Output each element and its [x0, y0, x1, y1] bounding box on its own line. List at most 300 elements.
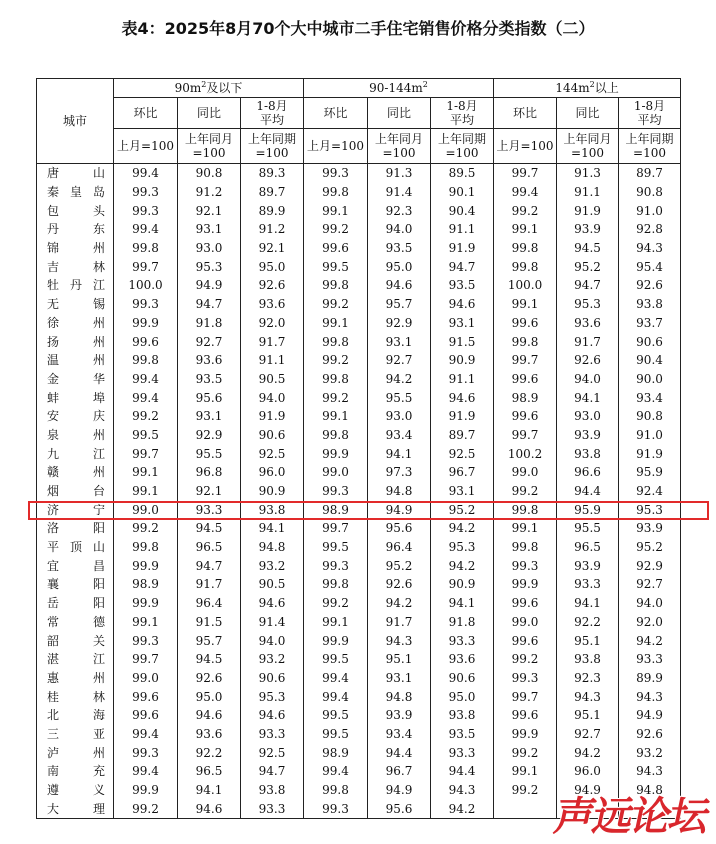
index-cell: 94.6	[368, 276, 431, 295]
table-row	[37, 556, 681, 575]
index-cell: 94.5	[178, 519, 241, 538]
index-cell: 91.1	[431, 370, 494, 389]
city-name: 大理	[37, 799, 114, 818]
index-cell	[494, 799, 557, 818]
city-name: 泉州	[37, 426, 114, 445]
index-cell: 95.0	[178, 687, 241, 706]
index-cell: 94.3	[619, 762, 681, 781]
index-cell: 95.0	[431, 687, 494, 706]
index-cell: 94.1	[241, 519, 304, 538]
index-cell: 91.1	[557, 183, 619, 202]
index-cell: 99.6	[114, 687, 178, 706]
index-cell: 93.2	[619, 743, 681, 762]
city-name: 锦州	[37, 239, 114, 258]
base-label: 上年同月 =100	[178, 129, 241, 164]
index-cell: 90.6	[241, 426, 304, 445]
index-cell: 94.3	[368, 631, 431, 650]
group-header-medium: $90-144m^2$	[304, 79, 494, 98]
index-cell: 92.1	[178, 201, 241, 220]
index-cell: 90.4	[619, 351, 681, 370]
index-cell: 99.7	[494, 687, 557, 706]
index-cell: 95.2	[368, 556, 431, 575]
index-cell: 96.8	[178, 463, 241, 482]
index-cell: 93.7	[619, 314, 681, 333]
base-label: 上年同期 =100	[619, 129, 681, 164]
index-cell: 96.7	[368, 762, 431, 781]
index-cell: 90.9	[431, 575, 494, 594]
index-cell: 99.5	[304, 538, 368, 557]
table-row	[37, 706, 681, 725]
index-cell: 94.6	[431, 388, 494, 407]
index-cell: 94.2	[431, 799, 494, 818]
index-cell: 95.6	[178, 388, 241, 407]
city-name: 韶关	[37, 631, 114, 650]
subheader-yoy: 同比	[557, 98, 619, 129]
index-cell: 99.4	[494, 183, 557, 202]
index-cell: 99.8	[494, 239, 557, 258]
index-cell: 94.1	[431, 594, 494, 613]
index-cell: 96.0	[241, 463, 304, 482]
index-cell: 99.1	[304, 201, 368, 220]
watermark-logo: 声远论坛	[550, 794, 713, 840]
index-cell: 94.1	[557, 594, 619, 613]
subheader-mom: 环比	[114, 98, 178, 129]
index-cell: 90.8	[178, 164, 241, 183]
index-cell: 92.1	[178, 482, 241, 501]
index-cell: 95.6	[368, 519, 431, 538]
base-label: 上月=100	[114, 129, 178, 164]
index-cell: 99.9	[494, 575, 557, 594]
index-cell: 92.9	[368, 314, 431, 333]
index-cell: 94.7	[241, 762, 304, 781]
index-cell: 93.9	[557, 556, 619, 575]
subheader-mom: 环比	[304, 98, 368, 129]
index-cell: 99.7	[494, 351, 557, 370]
city-name: 温州	[37, 351, 114, 370]
index-cell: 89.7	[619, 164, 681, 183]
city-name: 惠州	[37, 669, 114, 688]
index-cell: 93.1	[431, 482, 494, 501]
city-name: 秦皇岛	[37, 183, 114, 202]
index-cell: 92.9	[178, 426, 241, 445]
index-cell: 92.9	[619, 556, 681, 575]
index-cell: 99.7	[494, 426, 557, 445]
index-cell: 96.5	[557, 538, 619, 557]
subheader-avg: 1-8月 平均	[619, 98, 681, 129]
table-row	[37, 743, 681, 762]
subheader-avg: 1-8月 平均	[431, 98, 494, 129]
index-cell: 99.6	[494, 407, 557, 426]
index-cell: 98.9	[304, 743, 368, 762]
index-cell: 94.3	[431, 781, 494, 800]
index-cell: 95.0	[241, 257, 304, 276]
table-row	[37, 613, 681, 632]
table-row	[37, 426, 681, 445]
index-cell: 100.2	[494, 444, 557, 463]
city-name: 三亚	[37, 725, 114, 744]
index-cell: 93.3	[619, 650, 681, 669]
index-cell: 99.7	[304, 519, 368, 538]
index-cell: 98.9	[114, 575, 178, 594]
index-cell: 99.2	[494, 781, 557, 800]
index-cell: 99.9	[114, 781, 178, 800]
index-cell: 93.8	[241, 781, 304, 800]
index-cell: 99.8	[304, 781, 368, 800]
index-cell: 91.5	[431, 332, 494, 351]
index-cell: 92.6	[241, 276, 304, 295]
city-name: 扬州	[37, 332, 114, 351]
index-cell: 91.0	[619, 201, 681, 220]
index-cell: 99.4	[114, 370, 178, 389]
city-name: 岳阳	[37, 594, 114, 613]
table-row	[37, 650, 681, 669]
index-cell: 99.8	[114, 351, 178, 370]
index-cell: 93.2	[241, 556, 304, 575]
base-label: 上月=100	[494, 129, 557, 164]
index-cell: 95.9	[619, 463, 681, 482]
index-cell: 99.1	[494, 220, 557, 239]
index-cell: 92.6	[619, 725, 681, 744]
index-cell: 92.7	[557, 725, 619, 744]
index-cell: 99.3	[114, 183, 178, 202]
city-name: 遵义	[37, 781, 114, 800]
index-cell: 93.4	[368, 426, 431, 445]
index-cell: 94.9	[619, 706, 681, 725]
city-name: 徐州	[37, 314, 114, 333]
index-cell: 94.7	[557, 276, 619, 295]
index-cell: 94.0	[368, 220, 431, 239]
table-row	[37, 519, 681, 538]
group-header-small: $90m^2$及以下	[114, 79, 304, 98]
city-name: 宜昌	[37, 556, 114, 575]
index-cell: 94.7	[178, 556, 241, 575]
index-cell: 94.2	[557, 743, 619, 762]
index-cell: 99.4	[304, 687, 368, 706]
index-cell: 91.9	[557, 201, 619, 220]
city-name: 烟台	[37, 482, 114, 501]
index-cell: 99.4	[114, 725, 178, 744]
city-header: 城市	[37, 79, 114, 164]
city-name: 湛江	[37, 650, 114, 669]
index-cell: 99.0	[304, 463, 368, 482]
index-cell: 94.9	[368, 781, 431, 800]
index-cell: 99.3	[114, 631, 178, 650]
index-cell: 91.9	[431, 407, 494, 426]
index-cell: 99.8	[304, 426, 368, 445]
index-cell: 99.8	[304, 276, 368, 295]
base-label: 上年同期 =100	[241, 129, 304, 164]
index-cell: 94.2	[431, 556, 494, 575]
index-cell: 92.5	[241, 743, 304, 762]
index-cell: 99.3	[114, 295, 178, 314]
index-cell: 93.3	[178, 500, 241, 519]
index-cell: 90.4	[431, 201, 494, 220]
index-cell: 99.6	[494, 370, 557, 389]
table-row	[37, 725, 681, 744]
city-name: 济宁	[37, 500, 114, 519]
table-row	[37, 538, 681, 557]
index-cell: 99.3	[304, 799, 368, 818]
index-cell: 93.5	[431, 276, 494, 295]
index-cell: 94.1	[178, 781, 241, 800]
index-cell: 94.6	[178, 799, 241, 818]
index-cell: 99.7	[114, 257, 178, 276]
index-cell: 98.9	[304, 500, 368, 519]
index-cell: 90.6	[619, 332, 681, 351]
index-cell: 93.4	[619, 388, 681, 407]
table-row	[37, 351, 681, 370]
table-row	[37, 575, 681, 594]
table-title: 表4：2025年8月70个大中城市二手住宅销售价格分类指数（二）	[121, 19, 595, 38]
city-name: 金华	[37, 370, 114, 389]
index-cell: 93.0	[178, 239, 241, 258]
index-cell: 91.8	[178, 314, 241, 333]
index-cell: 99.3	[304, 164, 368, 183]
table-row	[37, 762, 681, 781]
index-cell: 95.5	[368, 388, 431, 407]
city-name: 南充	[37, 762, 114, 781]
index-cell: 92.6	[557, 351, 619, 370]
index-cell: 93.8	[557, 444, 619, 463]
index-cell: 91.9	[619, 444, 681, 463]
index-cell: 99.3	[494, 556, 557, 575]
index-cell: 99.1	[494, 762, 557, 781]
index-cell: 92.7	[619, 575, 681, 594]
index-cell: 99.8	[494, 332, 557, 351]
index-cell: 90.1	[431, 183, 494, 202]
index-cell: 94.8	[619, 781, 681, 800]
subheader-yoy: 同比	[178, 98, 241, 129]
index-cell: 93.6	[431, 650, 494, 669]
index-cell: 91.7	[368, 613, 431, 632]
index-cell: 91.7	[178, 575, 241, 594]
index-cell: 92.8	[619, 220, 681, 239]
index-cell: 95.1	[557, 631, 619, 650]
index-cell: 99.3	[304, 556, 368, 575]
index-cell: 96.4	[368, 538, 431, 557]
index-cell: 91.4	[368, 183, 431, 202]
index-cell: 99.6	[494, 314, 557, 333]
table-row	[37, 669, 681, 688]
table-row	[37, 332, 681, 351]
index-cell: 99.3	[494, 669, 557, 688]
subheader-yoy: 同比	[368, 98, 431, 129]
table-row	[37, 370, 681, 389]
index-cell: 92.2	[557, 613, 619, 632]
index-cell: 99.1	[304, 613, 368, 632]
index-cell: 95.0	[368, 257, 431, 276]
index-cell: 95.3	[619, 500, 681, 519]
index-cell: 93.3	[241, 799, 304, 818]
index-cell: 94.4	[368, 743, 431, 762]
index-cell: 99.4	[114, 762, 178, 781]
index-cell: 99.5	[304, 725, 368, 744]
index-cell: 95.1	[557, 706, 619, 725]
index-cell: 99.5	[304, 650, 368, 669]
index-cell: 95.1	[368, 650, 431, 669]
city-name: 牡丹江	[37, 276, 114, 295]
index-cell: 93.3	[431, 631, 494, 650]
index-cell: 94.2	[368, 370, 431, 389]
index-cell: 95.3	[178, 257, 241, 276]
index-cell: 99.4	[304, 762, 368, 781]
index-cell: 99.0	[114, 500, 178, 519]
index-cell: 91.1	[431, 220, 494, 239]
index-cell: 94.2	[431, 519, 494, 538]
index-cell: 96.5	[178, 762, 241, 781]
table-row	[37, 201, 681, 220]
index-cell: 94.6	[431, 295, 494, 314]
base-label: 上年同期 =100	[431, 129, 494, 164]
index-cell: 90.0	[619, 370, 681, 389]
index-cell: 94.0	[619, 594, 681, 613]
index-cell: 99.6	[304, 239, 368, 258]
index-cell: 93.8	[431, 706, 494, 725]
index-cell: 91.5	[178, 613, 241, 632]
index-cell: 99.2	[304, 594, 368, 613]
index-cell: 91.7	[557, 332, 619, 351]
index-cell: 94.8	[368, 482, 431, 501]
index-cell: 93.1	[178, 220, 241, 239]
index-cell: 94.0	[241, 631, 304, 650]
city-name: 蚌埠	[37, 388, 114, 407]
index-cell: 93.0	[368, 407, 431, 426]
index-cell: 99.1	[114, 482, 178, 501]
index-cell: 96.4	[178, 594, 241, 613]
index-cell: 99.2	[114, 407, 178, 426]
index-cell: 94.3	[619, 687, 681, 706]
subheader-avg: 1-8月 平均	[241, 98, 304, 129]
index-cell: 95.2	[557, 257, 619, 276]
index-cell: 94.9	[368, 500, 431, 519]
index-cell: 99.0	[494, 613, 557, 632]
index-cell: 90.9	[241, 482, 304, 501]
index-cell: 99.8	[304, 332, 368, 351]
index-cell: 95.4	[619, 257, 681, 276]
index-cell: 99.5	[304, 706, 368, 725]
index-cell: 89.5	[431, 164, 494, 183]
index-cell: 93.3	[241, 725, 304, 744]
index-cell: 96.5	[178, 538, 241, 557]
index-cell: 92.3	[557, 669, 619, 688]
index-cell: 99.4	[114, 164, 178, 183]
city-name: 九江	[37, 444, 114, 463]
table-row	[37, 687, 681, 706]
index-cell: 92.1	[241, 239, 304, 258]
index-cell: 100.0	[114, 276, 178, 295]
city-name: 丹东	[37, 220, 114, 239]
city-name: 唐山	[37, 164, 114, 183]
index-cell: 99.7	[494, 164, 557, 183]
index-cell: 99.1	[304, 314, 368, 333]
index-cell: 95.7	[368, 295, 431, 314]
index-cell: 99.1	[494, 519, 557, 538]
index-cell: 91.2	[178, 183, 241, 202]
index-cell: 93.5	[178, 370, 241, 389]
index-cell: 95.3	[557, 295, 619, 314]
index-cell: 99.3	[114, 201, 178, 220]
index-cell: 93.6	[557, 314, 619, 333]
city-name: 桂林	[37, 687, 114, 706]
index-cell: 93.1	[368, 332, 431, 351]
index-cell: 92.6	[619, 276, 681, 295]
index-cell: 89.9	[241, 201, 304, 220]
index-cell: 94.9	[557, 781, 619, 800]
table-row	[37, 276, 681, 295]
index-cell: 99.8	[494, 500, 557, 519]
index-cell: 95.6	[368, 799, 431, 818]
table-row	[37, 239, 681, 258]
index-cell: 99.6	[494, 631, 557, 650]
index-cell: 90.5	[241, 575, 304, 594]
index-cell: 93.6	[178, 725, 241, 744]
index-cell: 90.6	[431, 669, 494, 688]
index-cell: 94.4	[557, 482, 619, 501]
index-cell: 94.6	[241, 706, 304, 725]
index-cell: 92.4	[619, 482, 681, 501]
index-cell: 99.1	[114, 613, 178, 632]
table-row	[37, 388, 681, 407]
index-cell: 94.0	[241, 388, 304, 407]
index-cell: 92.0	[619, 613, 681, 632]
table-row	[37, 594, 681, 613]
city-name: 北海	[37, 706, 114, 725]
index-cell: 90.9	[431, 351, 494, 370]
index-cell: 99.5	[304, 257, 368, 276]
index-cell: 92.0	[241, 314, 304, 333]
index-cell: 99.8	[304, 575, 368, 594]
index-cell: 93.2	[241, 650, 304, 669]
index-cell: 93.6	[241, 295, 304, 314]
group-header-large: $144m^2$以上	[494, 79, 681, 98]
index-cell: 99.9	[114, 314, 178, 333]
index-cell: 91.4	[241, 613, 304, 632]
index-cell: 99.6	[494, 706, 557, 725]
index-cell: 99.2	[494, 201, 557, 220]
index-cell: 93.9	[557, 426, 619, 445]
index-cell: 99.2	[114, 519, 178, 538]
index-cell: 99.7	[114, 444, 178, 463]
table-row	[37, 500, 681, 519]
index-cell: 99.2	[494, 482, 557, 501]
index-cell: 91.0	[619, 426, 681, 445]
index-cell: 95.5	[557, 519, 619, 538]
index-cell: 94.6	[241, 594, 304, 613]
index-cell: 99.1	[114, 463, 178, 482]
index-cell: 96.0	[557, 762, 619, 781]
index-cell: 99.9	[304, 631, 368, 650]
index-cell: 99.4	[114, 388, 178, 407]
city-name: 洛阳	[37, 519, 114, 538]
index-cell: 94.2	[368, 594, 431, 613]
index-cell: 89.9	[619, 669, 681, 688]
base-label: 上月=100	[304, 129, 368, 164]
table-row	[37, 314, 681, 333]
index-cell: 99.2	[494, 743, 557, 762]
table-row	[37, 482, 681, 501]
index-cell: 92.7	[178, 332, 241, 351]
city-name: 常德	[37, 613, 114, 632]
index-cell: 94.7	[431, 257, 494, 276]
index-cell: 89.7	[241, 183, 304, 202]
index-cell: 99.4	[114, 220, 178, 239]
index-cell: 99.8	[494, 257, 557, 276]
index-cell: 99.3	[114, 743, 178, 762]
index-cell: 94.2	[619, 631, 681, 650]
index-cell: 99.9	[304, 444, 368, 463]
index-cell: 91.3	[368, 164, 431, 183]
index-cell: 99.2	[494, 650, 557, 669]
